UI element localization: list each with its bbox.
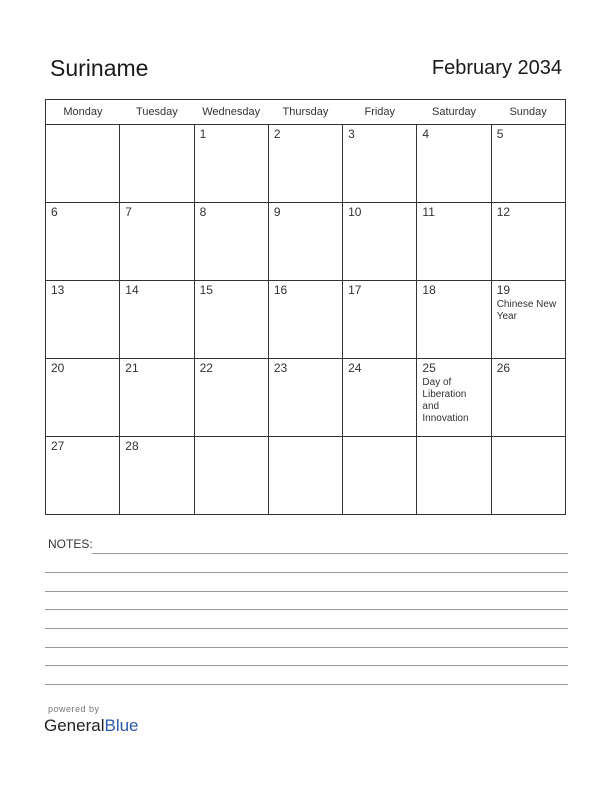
day-cell [268, 281, 342, 359]
day-number: 2 [273, 127, 281, 141]
day-number: 20 [51, 361, 65, 375]
generalblue-logo [44, 716, 139, 736]
note-line [45, 591, 568, 592]
day-cell [120, 125, 194, 203]
holiday-label: Day of Liberation and Innovation [422, 377, 469, 424]
day-number: 21 [125, 361, 139, 375]
day-cell [343, 437, 417, 515]
day-cell [491, 359, 565, 437]
weekday-friday: Friday [343, 100, 417, 125]
day-number: 27 [51, 439, 65, 453]
day-number: 18 [422, 283, 436, 297]
brand-general: General [44, 716, 105, 735]
note-line [92, 553, 568, 554]
brand-blue: Blue [104, 716, 139, 735]
day-cell [46, 281, 120, 359]
day-cell [491, 125, 565, 203]
day-cell [120, 281, 194, 359]
day-number: 12 [496, 205, 511, 219]
day-cell [194, 281, 268, 359]
day-cell [268, 125, 342, 203]
day-cell [343, 125, 417, 203]
day-cell [417, 125, 491, 203]
day-number: 7 [125, 205, 132, 219]
day-number: 3 [348, 127, 355, 141]
day-cell [268, 359, 342, 437]
day-cell [194, 203, 268, 281]
day-number: 9 [273, 205, 281, 219]
note-line [45, 684, 568, 685]
day-cell [491, 203, 565, 281]
day-number: 16 [273, 283, 288, 297]
powered-by-text: powered by [48, 704, 100, 714]
day-number: 14 [125, 283, 139, 297]
note-line [45, 647, 568, 648]
week-row [46, 203, 566, 281]
day-number: 25 [422, 361, 436, 375]
weekday-header-row [46, 100, 566, 125]
day-number: 4 [422, 127, 430, 141]
day-number: 11 [422, 205, 435, 219]
day-cell [46, 359, 120, 437]
calendar-grid [45, 99, 566, 515]
day-cell [417, 203, 491, 281]
day-cell [268, 437, 342, 515]
day-number: 13 [51, 283, 65, 297]
day-number: 23 [273, 361, 288, 375]
day-cell [46, 125, 120, 203]
day-cell [491, 437, 565, 515]
day-number: 5 [496, 127, 504, 141]
day-cell [268, 203, 342, 281]
day-cell [46, 203, 120, 281]
day-number: 1 [199, 127, 207, 141]
week-row [46, 125, 566, 203]
week-row [46, 437, 566, 515]
week-row [46, 281, 566, 359]
day-number: 8 [199, 205, 207, 219]
month-title: February 2034 [431, 57, 562, 79]
day-cell [417, 281, 491, 359]
holiday-label: Chinese New Year [496, 299, 557, 322]
notes-label: NOTES: [48, 537, 93, 551]
day-number: 15 [199, 283, 213, 297]
day-number: 10 [348, 205, 362, 219]
weekday-wednesday: Wednesday [194, 100, 268, 125]
day-number: 19 [496, 283, 511, 297]
week-row [46, 359, 566, 437]
day-cell [343, 203, 417, 281]
day-cell [417, 359, 491, 437]
day-number: 28 [125, 439, 139, 453]
day-cell [194, 359, 268, 437]
weekday-monday: Monday [46, 100, 120, 125]
note-line [45, 609, 568, 610]
note-line [45, 572, 568, 573]
day-cell [343, 281, 417, 359]
weekday-thursday: Thursday [268, 100, 342, 125]
weekday-sunday: Sunday [491, 100, 565, 125]
day-cell [491, 281, 565, 359]
note-line [45, 665, 568, 666]
day-cell [417, 437, 491, 515]
day-cell [120, 359, 194, 437]
day-number: 6 [51, 205, 58, 219]
day-cell [46, 437, 120, 515]
day-cell [194, 125, 268, 203]
day-number: 22 [199, 361, 213, 375]
day-cell [343, 359, 417, 437]
country-title: Suriname [50, 55, 149, 81]
day-number: 24 [348, 361, 362, 375]
weekday-tuesday: Tuesday [120, 100, 194, 125]
weekday-saturday: Saturday [417, 100, 491, 125]
day-cell [120, 437, 194, 515]
day-number: 17 [348, 283, 362, 297]
day-cell [194, 437, 268, 515]
day-number: 26 [496, 361, 511, 375]
note-line [45, 628, 568, 629]
calendar-body [46, 125, 566, 515]
day-cell [120, 203, 194, 281]
